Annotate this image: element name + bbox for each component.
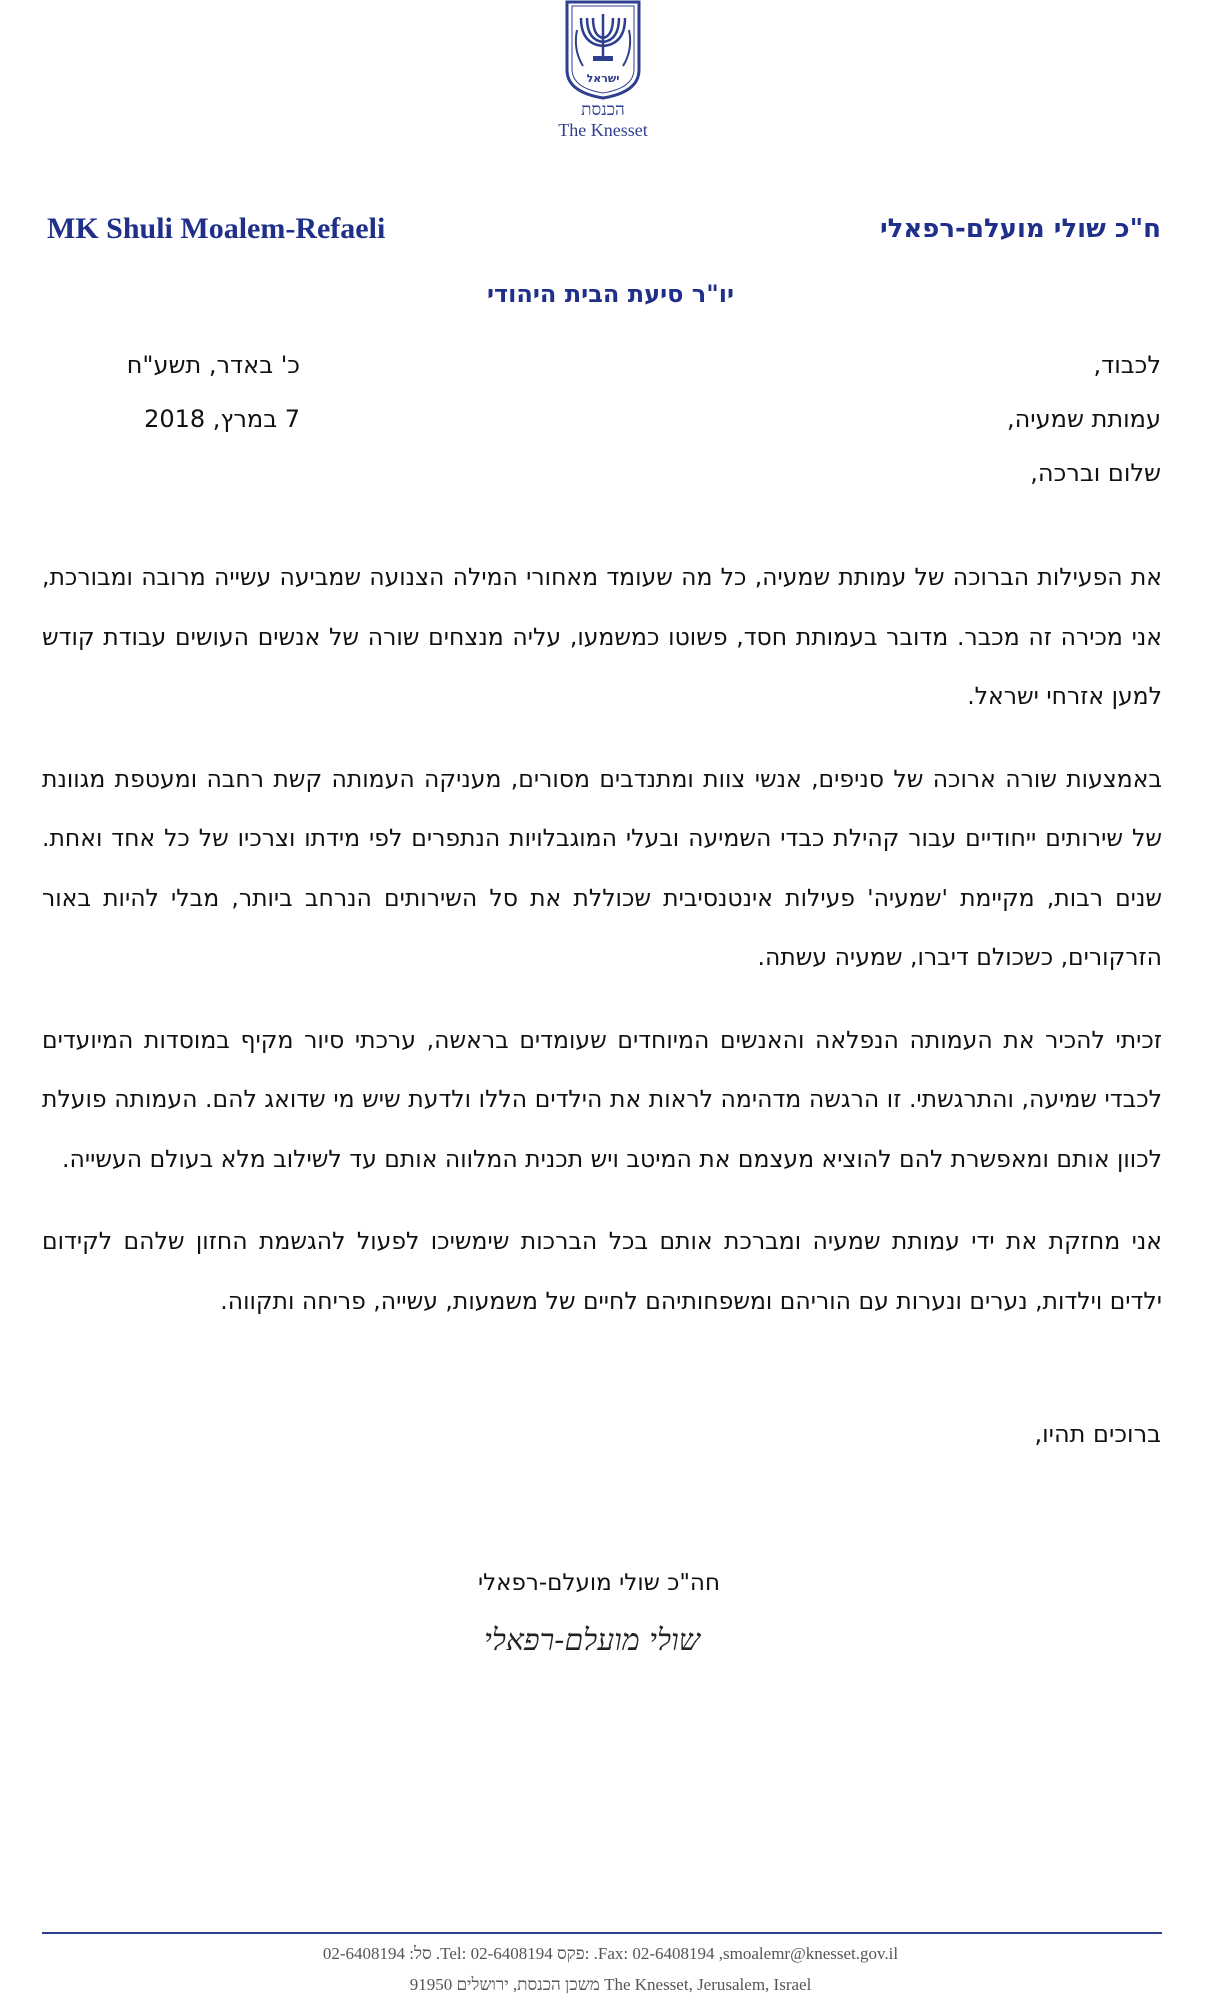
mk-name-hebrew: ח"כ שולי מועלם-רפאלי: [879, 214, 1161, 244]
footer-contact: סל: 02-6408194 .Tel: 02-6408194 פקס: .Fax: 02-6408194 ,smoalemr@knesset.gov.il: [322, 1944, 899, 1963]
date-block: [100, 338, 300, 446]
gregorian-date: 7 במרץ, 2018: [144, 405, 300, 433]
signature-text: שולי מועלם-רפאלי: [483, 1623, 700, 1658]
logo-text: ישראל: [586, 72, 620, 85]
salutation-block: [661, 338, 1161, 500]
footer-divider: [42, 1932, 1162, 1934]
handwritten-signature-icon: [430, 1610, 710, 1670]
knesset-emblem: [561, 0, 645, 100]
signer-name: חה"כ שולי מועלם-רפאלי: [477, 1570, 720, 1596]
greeting-line: שלום וברכה,: [1030, 459, 1161, 487]
knesset-name-english: The Knesset: [558, 120, 648, 140]
knesset-name-hebrew: הכנסת: [581, 100, 625, 120]
hebrew-date: כ' באדר, תשע"ח: [126, 351, 300, 379]
faction-chair-title: יו"ר סיעת הבית היהודי: [486, 280, 735, 308]
paragraph: באמצעות שורה ארוכה של סניפים, אנשי צוות ומתנדבים מסורים, מעניקה העמותה קשת רחבה ומעטפת מגוונת של שירותים ייחודיים עבור קהילת כבדי השמיעה ובעלי המוגבלויות הנתפרים לפי מידתו וצרכיו של כל אחד ואחת. שנים רבות, מקיימת 'שמעיה' פעילות אינטנסיבית שכוללת את סל השירותים הנרחב ביותר, מבלי להיות באור הזרקורים, כשכולם דיברו, שמעיה עשתה.: [42, 764, 1162, 971]
paragraph: זכיתי להכיר את העמותה הנפלאה והאנשים המיוחדים שעומדים בראשה, ערכתי סיור מקיף במוסדות המיועדים לכבדי שמיעה, והתרגשתי. זו הרגשה מדהימה לראות את הילדים הללו ולדעת שיש מי שדואג להם. העמותה פועלת לכוון אותם ומאפשרת להם להוציא מעצמם את המיטב ויש תכנית המלווה אותם עד לשילוב מלא בעולם העשייה.: [42, 1025, 1162, 1173]
recipient-line: עמותת שמעיה,: [1006, 405, 1161, 433]
salutation-line: לכבוד,: [1093, 351, 1161, 379]
menorah-emblem-icon: [561, 0, 645, 100]
footer-address: משכן הכנסת, ירושלים 91950 The Knesset, Jerusalem, Israel: [409, 1975, 812, 1994]
paragraph: אני מחזקת את ידי עמותת שמעיה ומברכת אותם בכל הברכות שימשיכו לפעול להגשמת החזון שלהם לקידום ילדים וילדות, נערים ונערות עם הוריהם ומשפחותיהם לחיים של משמעות, עשייה, פריחה ותקווה.: [42, 1227, 1162, 1315]
closing-line: ברוכים תהיו,: [1034, 1420, 1161, 1448]
paragraph: את הפעילות הברוכה של עמותת שמעיה, כל מה שעומד מאחורי המילה הצנועה שמביעה עשייה מרובה ומבורכת, אני מכירה זה מכבר. מדובר בעמותת חסד, פשוטו כמשמעו, עליה מנצחים שורה של אנשים העושים עבודת קודש למען אזרחי ישראל.: [42, 563, 1162, 710]
letter-body: [42, 548, 1162, 1354]
signature-image: [430, 1610, 710, 1670]
mk-name-english: MK Shuli Moalem-Refaeli: [47, 212, 386, 245]
